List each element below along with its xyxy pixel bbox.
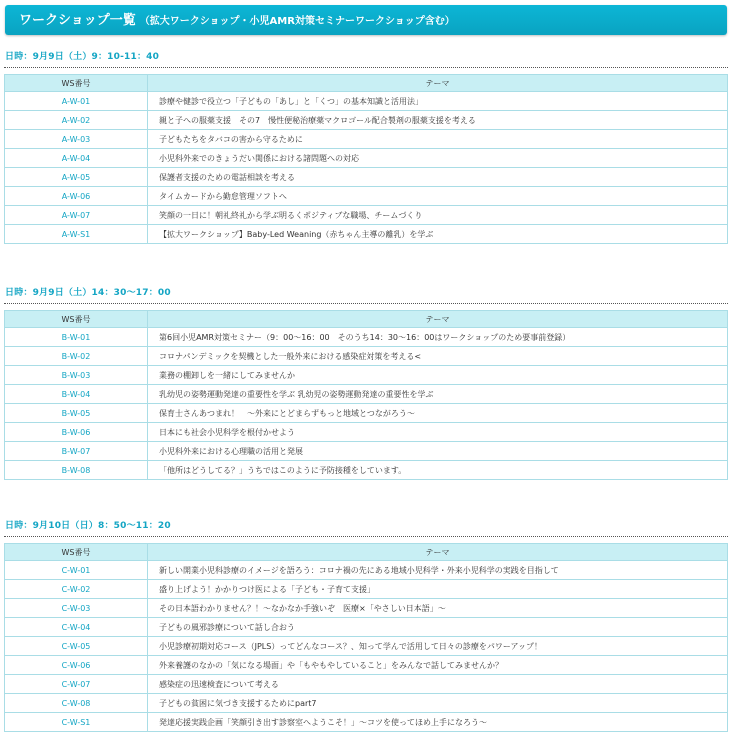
table-row: [5, 618, 728, 637]
workshop-number: C-W-05: [5, 637, 148, 656]
workshop-number: B-W-08: [5, 461, 148, 480]
workshop-theme: 小児科外来でのきょうだい関係における諸問題への対応: [148, 149, 728, 168]
workshop-number: B-W-04: [5, 385, 148, 404]
workshop-number: B-W-01: [5, 328, 148, 347]
table-row: [5, 328, 728, 347]
workshop-theme: 第6回小児AMR対策セミナー（9：00～16：00 そのうち14：30～16：00はワークショップのため要事前登録）: [148, 328, 728, 347]
workshop-number: C-W-02: [5, 580, 148, 599]
workshop-theme: 小児科外来における心理職の活用と発展: [148, 442, 728, 461]
workshop-section: [4, 50, 728, 244]
column-header-number: WS番号: [5, 311, 148, 328]
workshop-number: C-W-08: [5, 694, 148, 713]
workshop-theme: 業務の棚卸しを一緒にしてみませんか: [148, 366, 728, 385]
dotted-divider: [4, 67, 728, 68]
column-header-theme: テーマ: [148, 311, 728, 328]
workshop-number: B-W-02: [5, 347, 148, 366]
workshop-theme: 笑顔の一日に！朝礼終礼から学ぶ明るくポジティブな職場、チームづくり: [148, 206, 728, 225]
workshop-number: C-W-07: [5, 675, 148, 694]
workshop-number: B-W-03: [5, 366, 148, 385]
workshop-table: [4, 310, 728, 480]
table-row: [5, 694, 728, 713]
workshop-theme: 子どもの貧困に気づき支援するためにpart7: [148, 694, 728, 713]
workshop-theme: 診療や健診で役立つ「子どもの「あし」と「くつ」の基本知識と活用法」: [148, 92, 728, 111]
workshop-number: B-W-05: [5, 404, 148, 423]
workshop-number: A-W-07: [5, 206, 148, 225]
workshop-theme: 「他所はどうしてる？」うちではこのように予防接種をしています。: [148, 461, 728, 480]
table-row: [5, 347, 728, 366]
workshop-number: A-W-01: [5, 92, 148, 111]
workshop-number: B-W-07: [5, 442, 148, 461]
table-row: [5, 168, 728, 187]
session-datetime: 日時：9月10日（日）8：50～11：20: [5, 521, 171, 531]
table-row: [5, 656, 728, 675]
workshop-theme: 保護者支援のための電話相談を考える: [148, 168, 728, 187]
table-row: [5, 713, 728, 732]
workshop-theme: 【拡大ワークショップ】Baby-Led Weaning（赤ちゃん主導の離乳）を学ぶ: [148, 225, 728, 244]
workshop-number: C-W-06: [5, 656, 148, 675]
table-row: [5, 404, 728, 423]
workshop-number: C-W-04: [5, 618, 148, 637]
workshop-number: A-W-S1: [5, 225, 148, 244]
workshop-theme: タイムカードから勤怠管理ソフトへ: [148, 187, 728, 206]
page-title: ワークショップ一覧: [19, 13, 136, 28]
session-datetime: 日時：9月9日（土）14：30～17：00: [5, 288, 171, 298]
column-header-number: WS番号: [5, 544, 148, 561]
column-header-theme: テーマ: [148, 75, 728, 92]
page-header: [5, 5, 727, 35]
table-row: [5, 149, 728, 168]
table-header-row: [5, 75, 728, 92]
table-row: [5, 561, 728, 580]
workshop-theme: 保育士さんあつまれ！ ～外来にとどまらずもっと地域とつながろう～: [148, 404, 728, 423]
table-row: [5, 206, 728, 225]
workshop-number: B-W-06: [5, 423, 148, 442]
session-datetime: 日時：9月9日（土）9：10-11：40: [5, 52, 160, 62]
table-row: [5, 130, 728, 149]
dotted-divider: [4, 303, 728, 304]
workshop-theme: 子どもたちをタバコの害から守るために: [148, 130, 728, 149]
dotted-divider: [4, 536, 728, 537]
table-header-row: [5, 311, 728, 328]
table-row: [5, 385, 728, 404]
workshop-theme: 盛り上げよう！かかりつけ医による「子ども・子育て支援」: [148, 580, 728, 599]
workshop-theme: 感染症の迅速検査について考える: [148, 675, 728, 694]
workshop-theme: 親と子への服薬支援 その7 慢性便秘治療薬マクロゴール配合製剤の服薬支援を考える: [148, 111, 728, 130]
workshop-theme: 外来養護のなかの「気になる場面」や「もやもやしていること」をみんなで話してみませんか？: [148, 656, 728, 675]
column-header-number: WS番号: [5, 75, 148, 92]
table-row: [5, 580, 728, 599]
table-row: [5, 461, 728, 480]
workshop-number: A-W-05: [5, 168, 148, 187]
workshop-theme: その日本語わかりません？！～なかなか手強いぞ 医療×「やさしい日本語」～: [148, 599, 728, 618]
workshop-number: A-W-03: [5, 130, 148, 149]
page-subtitle: （拡大ワークショップ・小児AMR対策セミナーワークショップ含む）: [139, 16, 455, 27]
workshop-section: [4, 286, 728, 480]
workshop-theme: 発達応援実践企画「笑顔引き出す診察室へようこそ！」～コツを使ってほめ上手になろう～: [148, 713, 728, 732]
workshop-number: A-W-06: [5, 187, 148, 206]
table-row: [5, 599, 728, 618]
workshop-number: A-W-02: [5, 111, 148, 130]
table-row: [5, 187, 728, 206]
workshop-section: [4, 519, 728, 732]
workshop-number: C-W-01: [5, 561, 148, 580]
workshop-theme: 子どもの風邪診療について話し合おう: [148, 618, 728, 637]
table-row: [5, 92, 728, 111]
workshop-number: C-W-S1: [5, 713, 148, 732]
table-row: [5, 111, 728, 130]
workshop-theme: 乳幼児の姿勢運動発達の重要性を学ぶ 乳幼児の姿勢運動発達の重要性を学ぶ: [148, 385, 728, 404]
table-row: [5, 366, 728, 385]
workshop-table: [4, 74, 728, 244]
table-row: [5, 225, 728, 244]
table-row: [5, 637, 728, 656]
workshop-number: A-W-04: [5, 149, 148, 168]
workshop-number: C-W-03: [5, 599, 148, 618]
workshop-theme: 日本にも社会小児科学を根付かせよう: [148, 423, 728, 442]
table-row: [5, 442, 728, 461]
table-row: [5, 423, 728, 442]
column-header-theme: テーマ: [148, 544, 728, 561]
workshop-table: [4, 543, 728, 732]
workshop-theme: 新しい開業小児科診療のイメージを語ろう：コロナ禍の先にある地域小児科学・外来小児科学の実践を目指して: [148, 561, 728, 580]
table-row: [5, 675, 728, 694]
table-header-row: [5, 544, 728, 561]
workshop-theme: コロナパンデミックを契機とした一般外来における感染症対策を考える<: [148, 347, 728, 366]
workshop-theme: 小児診療初期対応コース（JPLS）ってどんなコース？、知って学んで活用して日々の診療をパワーアップ！: [148, 637, 728, 656]
